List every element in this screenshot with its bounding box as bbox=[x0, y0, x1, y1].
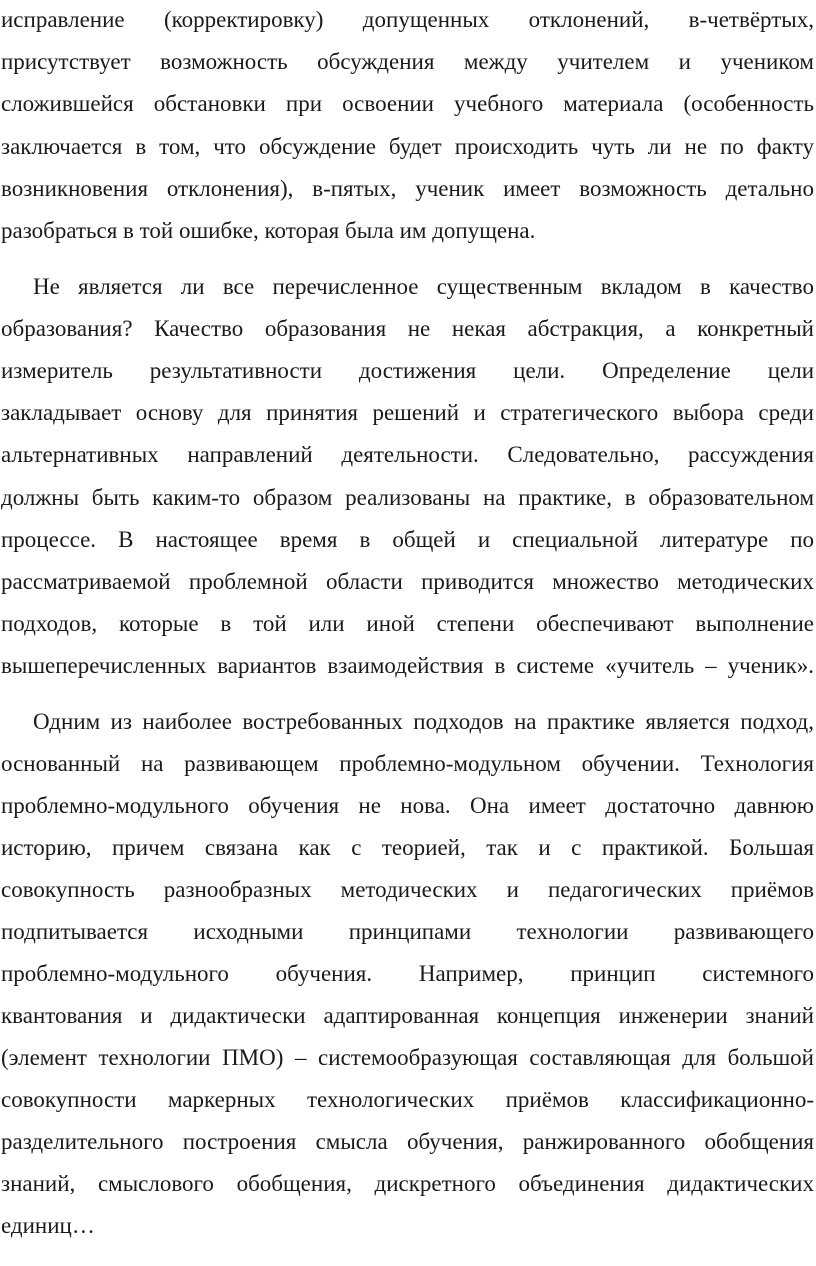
paragraph-2-line-4: закладывает основу для принятия решений и стратегического выбора среди bbox=[1, 400, 814, 425]
paragraph-3-line-13: единиц… bbox=[1, 1213, 95, 1238]
paragraph-3-line-4: историю, причем связана как с теорией, так и с практикой. Большая bbox=[1, 835, 814, 860]
paragraph-2-line-2: образования? Качество образования не некая абстракция, а конкретный bbox=[1, 316, 814, 341]
paragraph-2-line-3: измеритель результативности достижения цели. Определение цели bbox=[1, 358, 814, 383]
paragraph-1-line-1: исправление (корректировку) допущенных отклонений, в-четвёртых, bbox=[1, 7, 814, 32]
paragraph-2-line-8: рассматриваемой проблемной области приводится множество методических bbox=[1, 569, 814, 594]
paragraph-2-line-10: вышеперечисленных вариантов взаимодействия в системе «учитель – ученик». bbox=[1, 653, 814, 678]
paragraph-3-line-10: совокупности маркерных технологических приёмов классификационно- bbox=[1, 1087, 814, 1112]
paragraph-3-line-1: Одним из наиболее востребованных подходов на практике является подход, bbox=[33, 709, 814, 734]
paragraph-3-line-8: квантования и дидактически адаптированная концепция инженерии знаний bbox=[1, 1003, 814, 1028]
paragraph-2-line-9: подходов, которые в той или иной степени обеспечивают выполнение bbox=[1, 611, 814, 636]
paragraph-2-line-5: альтернативных направлений деятельности. Следовательно, рассуждения bbox=[1, 442, 814, 467]
paragraph-3-line-2: основанный на развивающем проблемно-модульном обучении. Технология bbox=[1, 751, 814, 776]
paragraph-3-line-11: разделительного построения смысла обучения, ранжированного обобщения bbox=[1, 1129, 814, 1154]
paragraph-3-line-6: подпитывается исходными принципами технологии развивающего bbox=[1, 919, 814, 944]
paragraph-2-line-6: должны быть каким-то образом реализованы на практике, в образовательном bbox=[1, 485, 814, 510]
paragraph-2-line-7: процессе. В настоящее время в общей и специальной литературе по bbox=[1, 527, 814, 552]
paragraph-3-line-5: совокупность разнообразных методических и педагогических приёмов bbox=[1, 877, 814, 902]
paragraph-3-line-3: проблемно-модульного обучения не нова. Она имеет достаточно давнюю bbox=[1, 793, 814, 818]
paragraph-1-line-4: заключается в том, что обсуждение будет происходить чуть ли не по факту bbox=[1, 134, 814, 159]
paragraph-3-line-9: (элемент технологии ПМО) – системообразующая составляющая для большой bbox=[1, 1045, 814, 1070]
paragraph-1-line-3: сложившейся обстановки при освоении учебного материала (особенность bbox=[1, 91, 814, 116]
paragraph-1-line-6: разобраться в той ошибке, которая была им допущена. bbox=[1, 218, 536, 243]
paragraph-1-line-5: возникновения отклонения), в-пятых, ученик имеет возможность детально bbox=[1, 176, 814, 201]
paragraph-1-line-2: присутствует возможность обсуждения между учителем и учеником bbox=[1, 49, 814, 74]
paragraph-3-line-12: знаний, смыслового обобщения, дискретного объединения дидактических bbox=[1, 1171, 814, 1196]
paragraph-2-line-1: Не является ли все перечисленное существенным вкладом в качество bbox=[33, 274, 814, 299]
paragraph-3-line-7: проблемно-модульного обучения. Например, принцип системного bbox=[1, 961, 814, 986]
